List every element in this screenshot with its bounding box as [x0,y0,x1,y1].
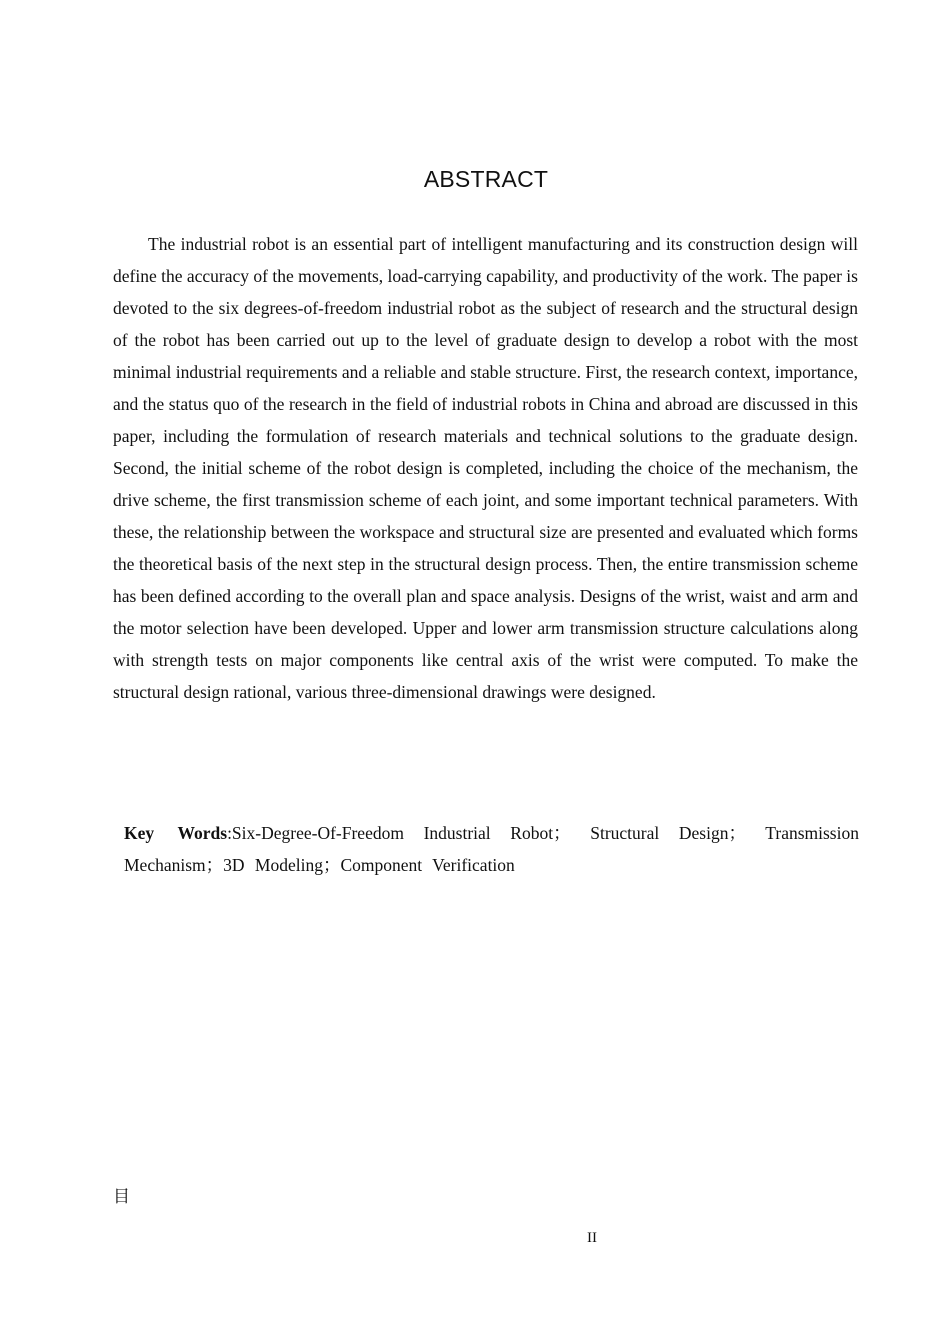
keywords-label: Key Words [124,823,228,843]
keywords-text: :Six-Degree-Of-Freedom Industrial Robot； Structural Design； Transmission Mechanism；3D Modeling；Component Verification [124,823,859,875]
page-title: ABSTRACT [423,166,549,192]
page-number: II [587,1230,597,1246]
toc-heading-fragment: 目 [113,1187,130,1207]
keywords-paragraph [124,817,859,881]
abstract-paragraph: The industrial robot is an essential part of intelligent manufacturing and its construction design will define the accuracy of the movements, load-carrying capability, and productivity of the work. The paper is devoted to the six degrees-of-freedom industrial robot as the subject of research and the structural design of the robot has been carried out up to the level of graduate design to develop a robot with the most minimal industrial requirements and a reliable and stable structure. First, the research context, importance, and the status quo of the research in the field of industrial robots in China and abroad are discussed in this paper, including the formulation of research materials and technical solutions to the graduate design. Second, the initial scheme of the robot design is completed, including the choice of the mechanism, the drive scheme, the first transmission scheme of each joint, and some important technical parameters. With these, the relationship between the workspace and structural size are presented and evaluated which forms the theoretical basis of the next step in the structural design process. Then, the entire transmission scheme has been defined according to the overall plan and space analysis. Designs of the wrist, waist and arm and the motor selection have been developed. Upper and lower arm transmission structure calculations along with strength tests on major components like central axis of the wrist were computed. To make the structural design rational, various three-dimensional drawings were designed. [113,234,858,702]
